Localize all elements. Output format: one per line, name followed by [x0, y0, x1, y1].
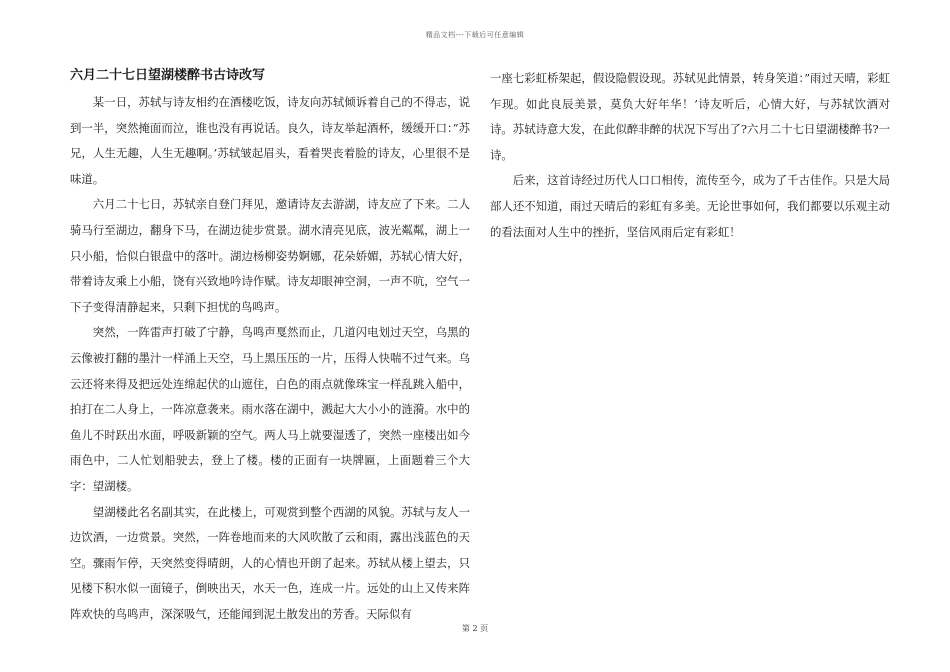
paragraph-3: 突然，一阵雷声打破了宁静，鸟鸣声戛然而止，几道闪电划过天空，乌黑的云像被打翻的墨汁一样涌上天空，马上黑压压的一片，压得人快喘不过气来。乌云还将来得及把远处连绵起伏的山遮住，白色的雨点就像珠宝一样乱跳入船中，拍打在二人身上，一阵凉意袭来。雨水落在湖中，溅起大大小小的涟漪。水中的鱼儿不时跃出水面，呼吸新颖的空气。两人马上就要湿透了，突然一座楼出如今雨色中，二人忙划船驶去，登上了楼。楼的正面有一块牌匾，上面题着三个大字：望湖楼。: [70, 325, 470, 493]
paragraph-2: 六月二十七日，苏轼亲自登门拜见，邀请诗友去游湖，诗友应了下来。二人骑马行至湖边，翻身下马，在湖边徒步赏景。湖水清亮见底，波光粼粼，湖上一只小船，恰似白银盘中的落叶。湖边杨柳姿势婀娜，花朵娇媚，苏轼心情大好，带着诗友乘上小船，饶有兴致地吟诗作赋。诗友却眼神空洞，一声不吭，空气一下子变得清静起来，只剩下担忧的鸟鸣声。: [70, 197, 470, 314]
paragraph-1: 某一日，苏轼与诗友相约在酒楼吃饭，诗友向苏轼倾诉着自己的不得志，说到一半，突然掩面而泣，谁也没有再说话。良久，诗友举起酒杯，缓缓开口：”苏兄，人生无趣，人生无趣啊。’苏轼皱起眉头，看着哭丧着脸的诗友，心里很不是味道。: [70, 95, 470, 186]
left-column: [70, 66, 470, 627]
right-column: [490, 66, 890, 245]
paragraph-4: 望湖楼此名名副其实，在此楼上，可观赏到整个西湖的风貌。苏轼与友人一边饮酒，一边赏景。突然，一阵卷地而来的大风吹散了云和雨，露出浅蓝色的天空。骤雨乍停，天突然变得晴朗，人的心情也开朗了起来。苏轼从楼上望去，只见楼下积水似一面镜子，倒映出天，水天一色，连成一片。远处的山上又传来阵阵欢快的鸟鸣声，深深吸气，还能闻到泥土散发出的芳香。天际似有: [70, 504, 470, 621]
page-header: 精品文档---下载后可任意编辑: [425, 31, 525, 39]
paragraph-5: 后来，这首诗经过历代人口口相传，流传至今，成为了千古佳作。只是大局部人还不知道，雨过天晴后的彩虹有多美。无论世事如何，我们都要以乐观主动的看法面对人生中的挫折，坚信风雨后定有彩虹！: [490, 173, 890, 239]
article-title: 六月二十七日望湖楼醉书古诗改写: [70, 68, 266, 83]
paragraph-4-continued: 一座七彩虹桥架起，假设隐假设现。苏轼见此情景，转身笑道：”雨过天晴，彩虹乍现。如此良辰美景，莫负大好年华！’诗友听后，心情大好，与苏轼饮酒对诗。苏轼诗意大发，在此似醉非醉的状况下写出了?六月二十七日望湖楼醉书?一诗。: [490, 71, 890, 162]
page-number: 第 2 页: [461, 624, 489, 633]
